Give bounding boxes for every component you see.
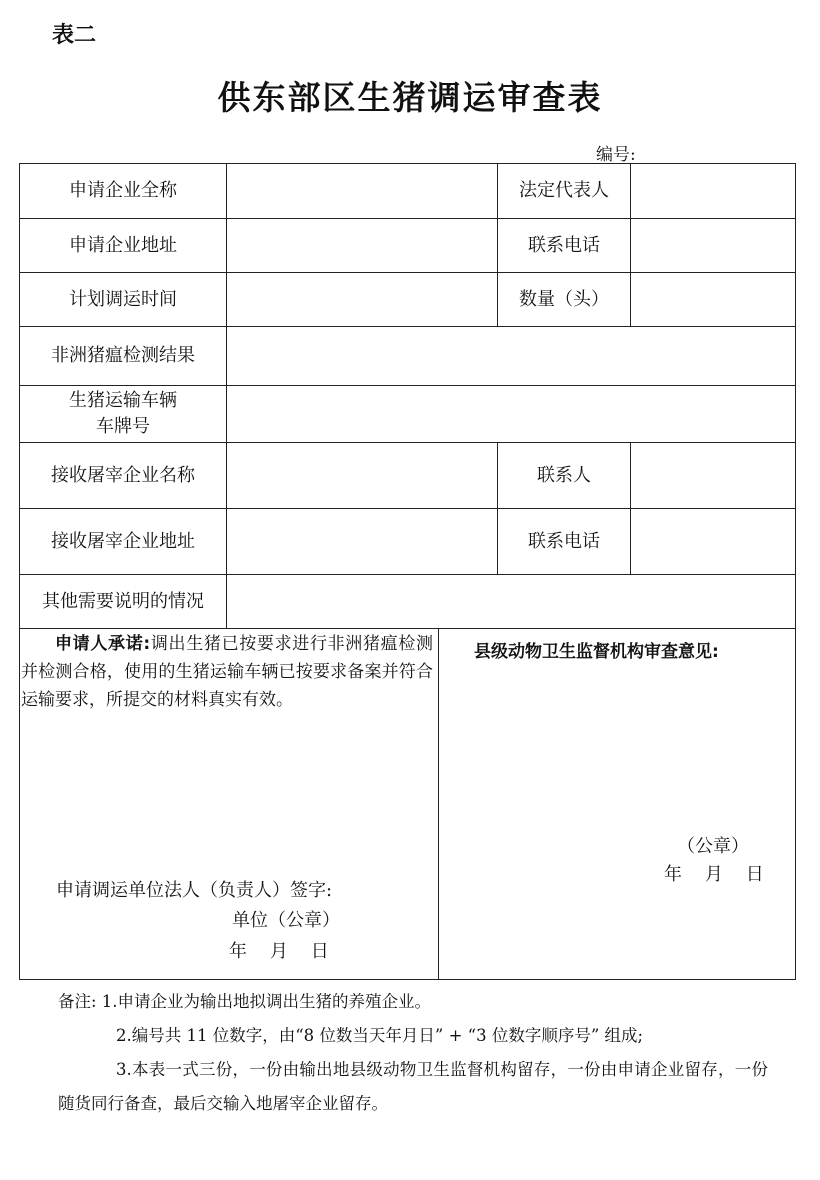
- vehicle-plate-label-line2: 车牌号: [96, 416, 150, 437]
- unit-seal-label: 单位（公章）: [232, 910, 340, 931]
- review-opinion-heading: 县级动物卫生监督机构审查意见:: [474, 642, 719, 662]
- table-border-bottom: [19, 979, 796, 980]
- planned-transport-time-field[interactable]: [227, 273, 497, 326]
- other-notes-label: 其他需要说明的情况: [42, 590, 204, 612]
- slaughterhouse-address-field[interactable]: [227, 509, 497, 574]
- quantity-label: 数量（头）: [519, 288, 609, 310]
- quantity-field[interactable]: [631, 273, 795, 326]
- asf-test-result-label: 非洲猪瘟检测结果: [51, 345, 195, 366]
- signature-field[interactable]: [200, 860, 420, 890]
- slaughterhouse-name-label: 接收屠宰企业名称: [51, 464, 195, 486]
- slaughterhouse-address-label: 接收屠宰企业地址: [51, 530, 195, 552]
- applicant-address-label: 申请企业地址: [69, 234, 177, 256]
- pledge-date: 年 月 日: [229, 941, 329, 962]
- review-opinion-field[interactable]: [450, 670, 785, 820]
- legal-representative-field[interactable]: [631, 164, 795, 218]
- contact-phone-field[interactable]: [631, 219, 795, 272]
- legal-representative-label: 法定代表人: [519, 180, 609, 201]
- serial-number-label: 编号:: [596, 145, 636, 165]
- form-title: 供东部区生猪调运审查表: [217, 78, 603, 117]
- contact-phone-label: 联系电话: [528, 234, 600, 256]
- bottom-section-divider: [438, 628, 439, 979]
- planned-transport-time-label: 计划调运时间: [69, 288, 177, 310]
- applicant-name-field[interactable]: [227, 164, 497, 218]
- remarks: [58, 985, 768, 1121]
- applicant-name-label: 申请企业全称: [69, 180, 177, 201]
- review-date: 年 月 日: [664, 864, 764, 885]
- vehicle-plate-label-line1: 生猪运输车辆: [69, 390, 177, 411]
- slaughterhouse-phone-field[interactable]: [631, 509, 795, 574]
- vehicle-plate-field[interactable]: [227, 386, 795, 442]
- remark-1: 备注: 1.申请企业为输出地拟调出生猪的养殖企业。: [58, 992, 432, 1011]
- contact-person-label: 联系人: [537, 464, 591, 486]
- row-divider: [19, 628, 796, 629]
- table-border-right: [795, 163, 796, 979]
- slaughterhouse-name-field[interactable]: [227, 443, 497, 508]
- pledge-body: 调出生猪已按要求进行非洲猪瘟检测并检测合格，使用的生猪运输车辆已按要求备案并符合运输要求，所提交的材料真实有效。: [21, 634, 433, 710]
- slaughterhouse-phone-label: 联系电话: [528, 530, 600, 552]
- applicant-address-field[interactable]: [227, 219, 497, 272]
- table-number-label: 表二: [52, 23, 97, 48]
- remark-2: 2.编号共 11 位数字，由“8 位数当天年月日” + “3 位数字顺序号” 组成;: [116, 1026, 644, 1045]
- asf-test-result-field[interactable]: [227, 327, 795, 385]
- other-notes-field[interactable]: [227, 575, 795, 628]
- applicant-pledge: [21, 630, 433, 714]
- signature-label: 申请调运单位法人（负责人）签字:: [56, 880, 333, 901]
- vehicle-plate-label: [20, 386, 226, 442]
- remark-3: 3.本表一式三份，一份由输出地县级动物卫生监督机构留存，一份由申请企业留存，一份随货同行备查，最后交输入地屠宰企业留存。: [58, 1060, 768, 1113]
- pledge-heading: 申请人承诺:: [55, 634, 151, 654]
- review-seal-label: （公章）: [677, 836, 749, 857]
- contact-person-field[interactable]: [631, 443, 795, 508]
